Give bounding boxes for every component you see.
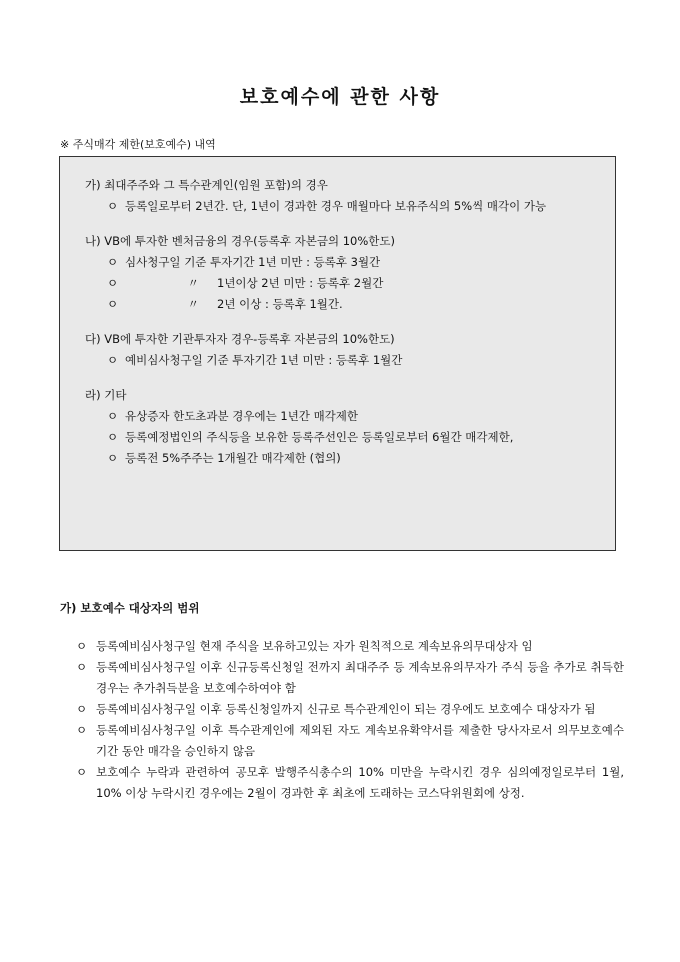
item-text: 등록예비심사청구일 이후 등록신청일까지 신규로 특수관계인이 되는 경우에도 보호예수 대상자가 됨 bbox=[96, 702, 596, 716]
section-heading: 라) 기타 bbox=[85, 388, 127, 402]
bullet-icon: ㅇ bbox=[107, 276, 119, 290]
list-item bbox=[76, 636, 624, 657]
bullet-icon: ㅇ bbox=[107, 409, 119, 423]
item-text: 예비심사청구일 기준 투자기간 1년 미만 : 등록후 1월간 bbox=[125, 353, 403, 367]
list-item bbox=[76, 657, 624, 699]
list-item bbox=[85, 294, 597, 315]
item-text: 심사청구일 기준 투자기간 1년 미만 : 등록후 3월간 bbox=[125, 255, 381, 269]
item-text: 등록예비심사청구일 현재 주식을 보유하고있는 자가 원칙적으로 계속보유의무대상자 임 bbox=[96, 639, 533, 653]
item-text: 등록일로부터 2년간. 단, 1년이 경과한 경우 매월마다 보유주식의 5%씩 매각이 가능 bbox=[125, 199, 547, 213]
section-heading: 가) 최대주주와 그 특수관계인(임원 포함)의 경우 bbox=[85, 178, 328, 192]
bullet-icon: ㅇ bbox=[107, 430, 119, 444]
lockup-details-box bbox=[59, 156, 616, 551]
box-section-major-shareholder bbox=[85, 175, 597, 217]
item-text: 유상증자 한도초과분 경우에는 1년간 매각제한 bbox=[125, 409, 359, 423]
box-section-other bbox=[85, 385, 597, 469]
list-item bbox=[85, 350, 597, 371]
item-text: 등록예정법인의 주식등을 보유한 등록주선인은 등록일로부터 6월간 매각제한, bbox=[125, 430, 514, 444]
item-text: 등록예비심사청구일 이후 특수관계인에 제외된 자도 계속보유확약서를 제출한 당사자로서 의무보호예수기간 동안 매각을 승인하지 않음 bbox=[96, 723, 624, 758]
scope-heading: 가) 보호예수 대상자의 범위 bbox=[60, 601, 200, 615]
bullet-icon: ㅇ bbox=[76, 702, 88, 716]
section-heading: 나) VB에 투자한 벤처금융의 경우(등록후 자본금의 10%한도) bbox=[85, 234, 395, 248]
list-item bbox=[76, 720, 624, 762]
item-text: 등록예비심사청구일 이후 신규등록신청일 전까지 최대주주 등 계속보유의무자가 주식 등을 추가로 취득한 경우는 추가취득분을 보호예수하여야 함 bbox=[96, 660, 624, 695]
scope-list bbox=[76, 636, 624, 804]
list-item bbox=[85, 427, 597, 448]
page-title: 보호예수에 관한 사항 bbox=[239, 86, 441, 108]
bullet-icon: ㅇ bbox=[107, 451, 119, 465]
list-item bbox=[85, 406, 597, 427]
list-item bbox=[76, 699, 624, 720]
bullet-icon: ㅇ bbox=[107, 353, 119, 367]
bullet-icon: ㅇ bbox=[76, 660, 88, 674]
list-item bbox=[76, 762, 624, 804]
section-heading: 다) VB에 투자한 기관투자자 경우-등록후 자본금의 10%한도) bbox=[85, 332, 395, 346]
box-section-venture-finance bbox=[85, 231, 597, 315]
bullet-icon: ㅇ bbox=[76, 723, 88, 737]
ditto-mark: 〃 bbox=[187, 297, 199, 311]
list-item bbox=[85, 273, 597, 294]
bullet-icon: ㅇ bbox=[107, 199, 119, 213]
bullet-icon: ㅇ bbox=[76, 639, 88, 653]
lockup-note: ※ 주식매각 제한(보호예수) 내역 bbox=[60, 138, 216, 151]
list-item bbox=[85, 252, 597, 273]
item-text: 보호예수 누락과 관련하여 공모후 발행주식총수의 10% 미만을 누락시킨 경우 심의예정일로부터 1월, 10% 이상 누락시킨 경우에는 2월이 경과한 후 최초에 도래하는 코스닥위원회에 상정. bbox=[96, 765, 624, 800]
item-text: 1년이상 2년 미만 : 등록후 2월간 bbox=[217, 276, 384, 290]
bullet-icon: ㅇ bbox=[76, 765, 88, 779]
bullet-icon: ㅇ bbox=[107, 255, 119, 269]
box-section-institutional-investor bbox=[85, 329, 597, 371]
bullet-icon: ㅇ bbox=[107, 297, 119, 311]
ditto-mark: 〃 bbox=[187, 276, 199, 290]
item-text: 등록전 5%주주는 1개월간 매각제한 (협의) bbox=[125, 451, 341, 465]
list-item bbox=[85, 448, 597, 469]
list-item bbox=[85, 196, 597, 217]
item-text: 2년 이상 : 등록후 1월간. bbox=[217, 297, 343, 311]
